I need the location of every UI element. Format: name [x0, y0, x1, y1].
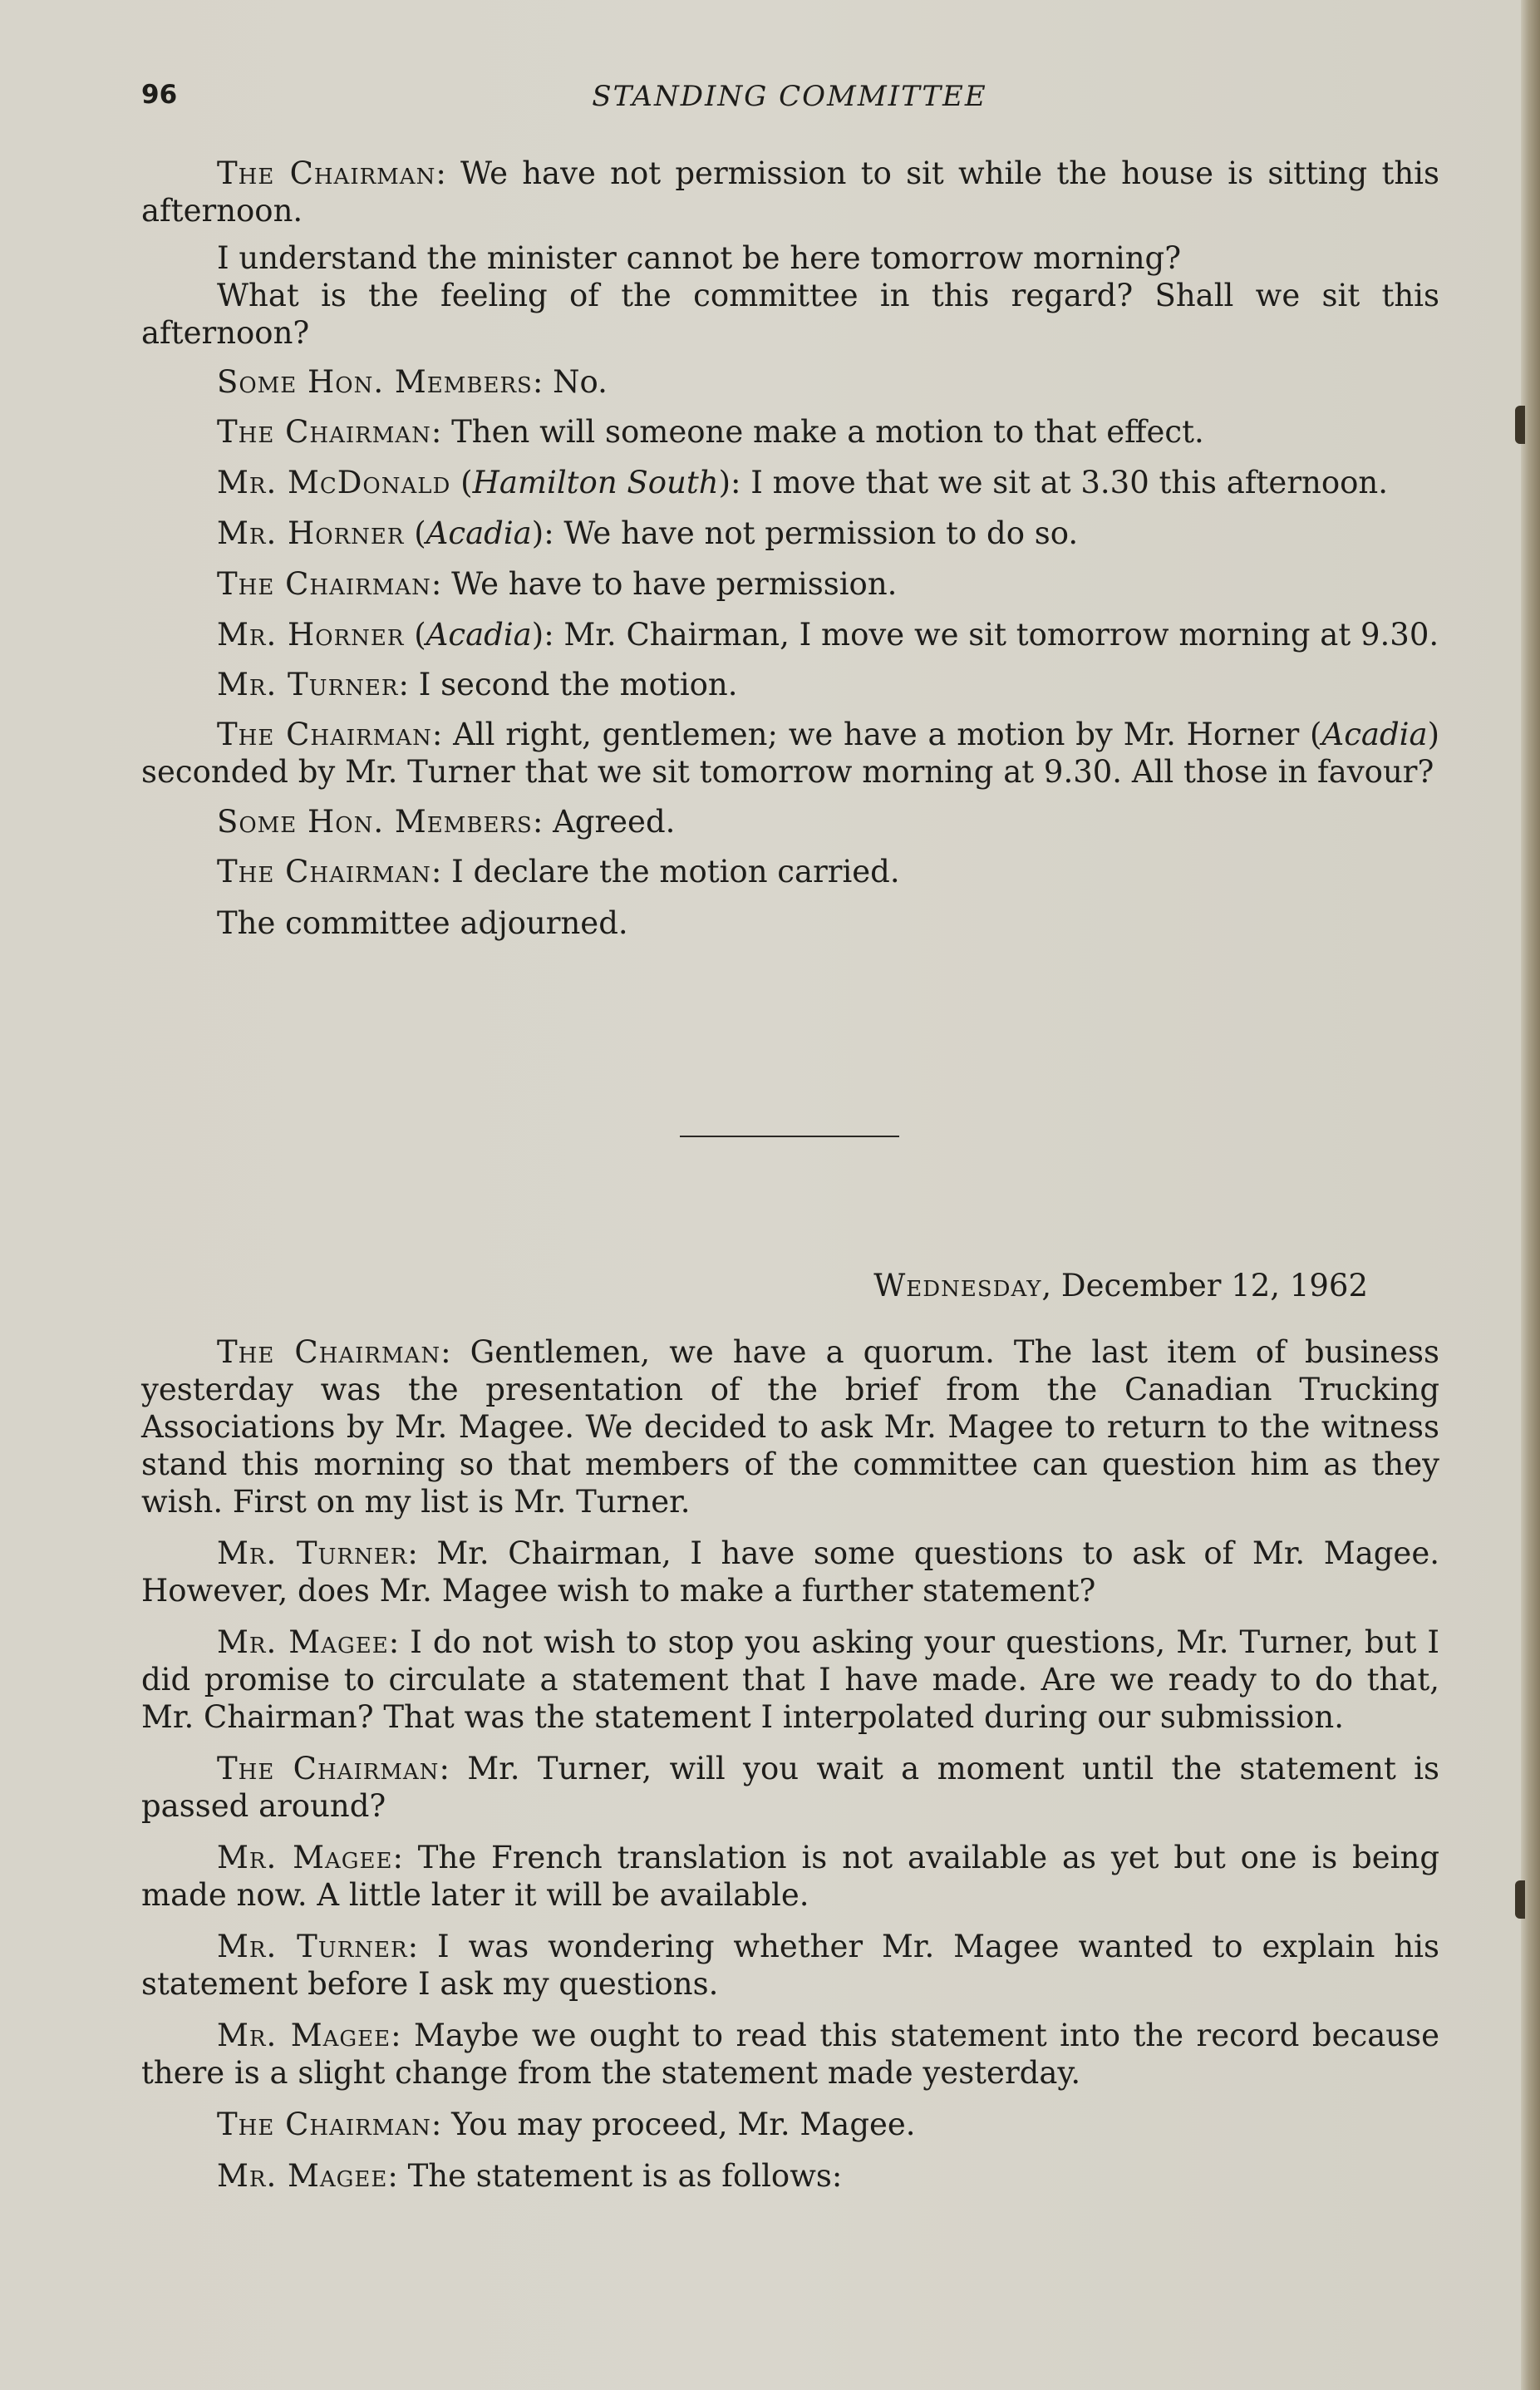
riding: Acadia — [426, 617, 532, 653]
binding-mark — [1515, 406, 1525, 444]
speaker: Mr. Turner — [217, 667, 399, 702]
paragraph-text: What is the feeling of the committee in this regard? Shall we sit this afternoon? — [141, 278, 1439, 351]
paragraph-text: : All right, gentlemen; we have a motion by Mr. Horner ( — [431, 717, 1322, 752]
paragraph-text: : Maybe we ought to read this statement into the record because there is a slight change from the statement made yesterday. — [141, 2018, 1440, 2091]
binding-mark — [1515, 1880, 1525, 1919]
paragraph-text: : Mr. Turner, will you wait a moment until the statement is passed around? — [141, 1751, 1439, 1824]
speaker: The Chairman — [217, 1751, 440, 1786]
paragraph-text: : We have not permission to sit while the house is sitting this afternoon. — [141, 155, 1439, 229]
speaker: Some Hon. Members — [217, 804, 533, 840]
paragraph-text: : Agreed. — [532, 804, 676, 840]
speaker: Mr. Turner — [217, 1929, 408, 1964]
speaker: Mr. Magee — [217, 1840, 393, 1875]
transcript-section-1 — [141, 155, 1439, 942]
paragraph — [141, 1928, 1439, 2003]
paragraph — [141, 2017, 1439, 2092]
speaker: The Chairman — [217, 1334, 441, 1370]
speaker: Mr. Horner — [217, 515, 405, 551]
paragraph — [141, 155, 1439, 229]
speaker: The Chairman — [217, 717, 432, 752]
speaker: The Chairman — [217, 155, 436, 191]
date: , December 12, 1962 — [1041, 1268, 1368, 1303]
running-title: STANDING COMMITTEE — [592, 80, 987, 113]
paragraph — [141, 1535, 1439, 1609]
paragraph-text: : I declare the motion carried. — [431, 854, 900, 889]
paragraph — [141, 413, 1439, 451]
weekday: Wednesday — [873, 1268, 1042, 1303]
paragraph — [141, 1750, 1439, 1825]
paragraph-text: : Mr. Chairman, I have some questions to ask of Mr. Magee. However, does Mr. Magee wish to make a further statement? — [141, 1535, 1439, 1609]
paragraph — [141, 666, 1439, 703]
paragraph-text: I understand the minister cannot be here tomorrow morning? — [217, 240, 1182, 276]
paragraph — [141, 904, 1439, 942]
paragraph-text: : I do not wish to stop you asking your questions, Mr. Turner, but I did promise to circulate a statement that I have made. Are we ready to do that, Mr. Chairman? That was the statement I interpolated during our submission. — [141, 1624, 1439, 1735]
paragraph — [141, 853, 1439, 890]
page-header — [141, 80, 1438, 116]
paragraph-text: : I move that we sit at 3.30 this afternoon. — [731, 465, 1388, 500]
riding: Acadia — [426, 515, 532, 551]
paragraph — [141, 2157, 1439, 2195]
paragraph-text: : I second the motion. — [398, 667, 738, 702]
speaker: Mr. McDonald — [217, 465, 451, 500]
paragraph — [141, 363, 1439, 401]
paragraph — [141, 2106, 1439, 2143]
paragraph-text: The committee adjourned. — [217, 905, 628, 941]
paragraph — [141, 803, 1439, 840]
paragraph-text: ) seconded by Mr. Turner that we sit tomorrow morning at 9.30. All those in favour? — [141, 717, 1439, 790]
paragraph-text: : You may proceed, Mr. Magee. — [431, 2107, 916, 2142]
speaker: The Chairman — [217, 854, 431, 889]
dateline — [141, 1267, 1368, 1304]
paragraph-text: : Then will someone make a motion to that effect. — [431, 414, 1204, 450]
speaker: Mr. Turner — [217, 1535, 408, 1571]
riding: Acadia — [1321, 717, 1428, 752]
speaker: Mr. Magee — [217, 1624, 389, 1660]
speaker: The Chairman — [217, 566, 431, 602]
speaker: Some Hon. Members — [217, 364, 533, 400]
paragraph — [141, 277, 1439, 352]
speaker: The Chairman — [217, 2107, 431, 2142]
paragraph-text: : Mr. Chairman, I move we sit tomorrow morning at 9.30. — [544, 617, 1439, 653]
transcript-section-2 — [141, 1333, 1439, 2195]
section-divider — [680, 1136, 899, 1137]
paragraph-text: : Gentlemen, we have a quorum. The last item of business yesterday was the presentation of the brief from the Canadian Trucking Associations by Mr. Magee. We decided to ask Mr. Magee to return to the witness stand this morning so that members of the committee can question him as they wish. First on my list is Mr. Turner. — [141, 1334, 1439, 1520]
speaker: Mr. Horner — [217, 617, 405, 653]
paragraph: Mr. Horner (Acadia): Mr. Chairman, I move we sit tomorrow morning at 9.30. — [217, 617, 1439, 653]
paragraph — [141, 1839, 1439, 1914]
paragraph-text: : The statement is as follows: — [387, 2158, 843, 2194]
paragraph-text: : I was wondering whether Mr. Magee wanted to explain his statement before I ask my questions. — [141, 1929, 1439, 2002]
paragraph — [141, 1333, 1439, 1520]
paragraph: Mr. McDonald (Hamilton South): I move that we sit at 3.30 this afternoon. — [217, 465, 1388, 500]
paragraph — [141, 1624, 1439, 1736]
book-page-edge — [1521, 0, 1540, 2390]
paragraph — [141, 565, 1439, 603]
speaker: Mr. Magee — [217, 2018, 391, 2053]
paragraph-text: : No. — [532, 364, 608, 400]
paragraph — [141, 239, 1439, 277]
paragraph-text: : We have not permission to do so. — [544, 515, 1079, 551]
paragraph-text: : We have to have permission. — [431, 566, 898, 602]
riding: Hamilton South — [472, 465, 719, 500]
paragraph-text: : The French translation is not available as yet but one is being made now. A little later it will be available. — [141, 1840, 1440, 1913]
paragraph: Mr. Horner (Acadia): We have not permission to do so. — [217, 515, 1079, 551]
paragraph — [141, 716, 1439, 791]
speaker: The Chairman — [217, 414, 431, 450]
speaker: Mr. Magee — [217, 2158, 388, 2194]
page-number: 96 — [141, 80, 178, 110]
